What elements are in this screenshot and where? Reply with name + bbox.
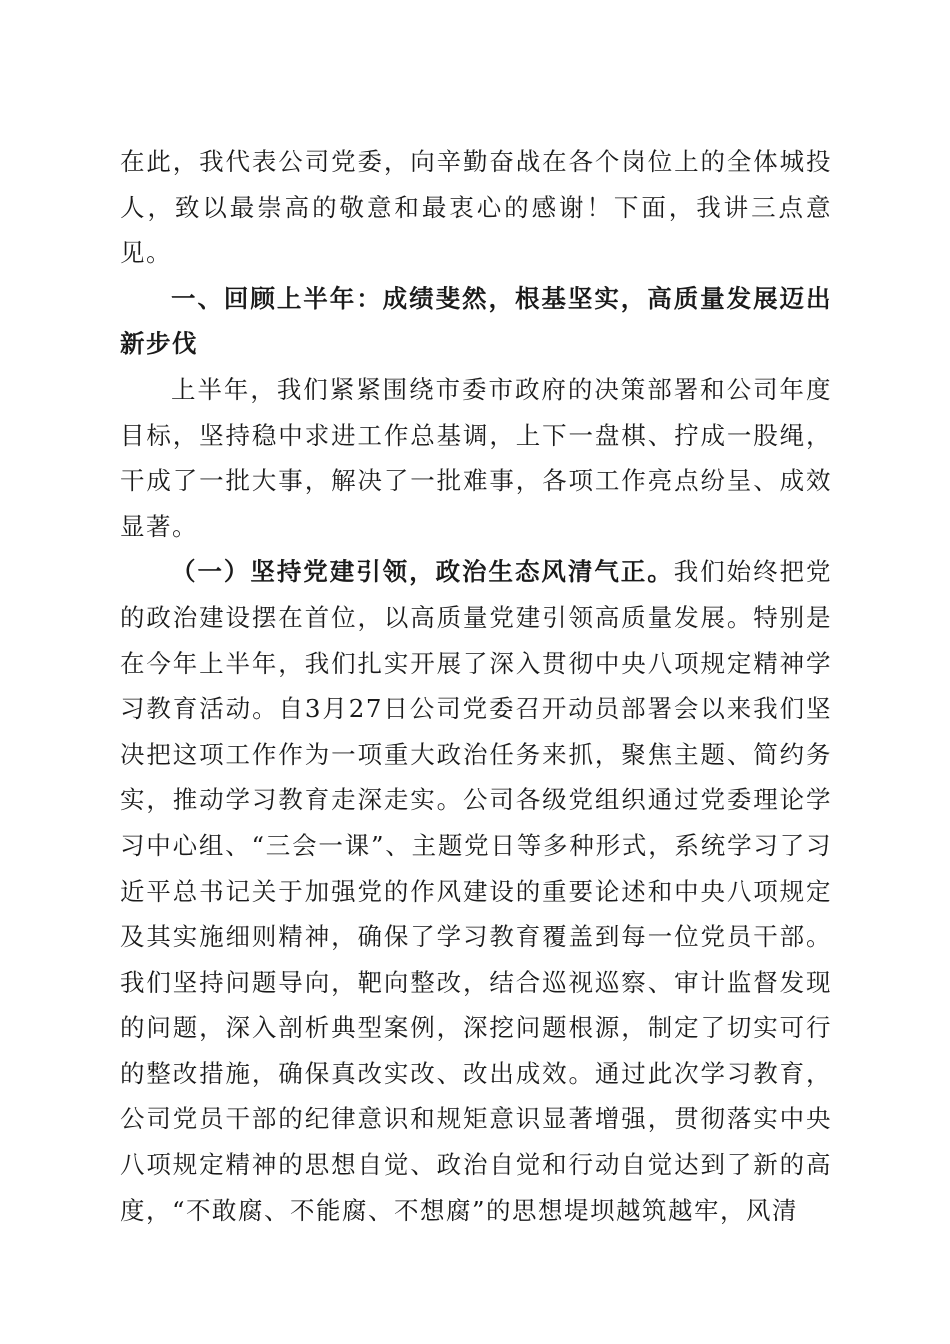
section-heading-1: 一、回顾上半年：成绩斐然，根基坚实，高质量发展迈出新步伐: [120, 283, 832, 359]
subsection-body-1: 我们始终把党的政治建设摆在首位，以高质量党建引领高质量发展。特别是在今年上半年，我们扎实开展了深入贯彻中央八项规定精神学习教育活动。自3月27日公司党委召开动员部署会以来我们坚决把这项工作作为一项重大政治任务来抓，聚焦主题、简约务实，推动学习教育走深走实。公司各级党组织通过党委理论学习中心组、“三会一课”、主题党日等多种形式，系统学习了习近平总书记关于加强党的作风建设的重要论述和中央八项规定及其实施细则精神，确保了学习教育覆盖到每一位党员干部。我们坚持问题导向，靶向整改，结合巡视巡察、审计监督发现的问题，深入剖析典型案例，深挖问题根源，制定了切实可行的整改措施，确保真改实改、改出成效。通过此次学习教育，公司党员干部的纪律意识和规矩意识显著增强，贯彻落实中央八项规定精神的思想自觉、政治自觉和行动自觉达到了新的高度，“不敢腐、不能腐、不想腐”的思想堤坝越筑越牢，风清: [120, 557, 833, 1225]
paragraph-subsection-1: [120, 549, 832, 1233]
paragraph-summary: 上半年，我们紧紧围绕市委市政府的决策部署和公司年度目标，坚持稳中求进工作总基调，上下一盘棋、拧成一股绳，干成了一批大事，解决了一批难事，各项工作亮点纷呈、成效显著。: [120, 374, 832, 541]
paragraph-opening: 在此，我代表公司党委，向辛勤奋战在各个岗位上的全体城投人，致以最崇高的敬意和最衷心的感谢！下面，我讲三点意见。: [120, 147, 832, 268]
subsection-title-1: （一）坚持党建引领，政治生态风清气正。: [171, 557, 674, 587]
document-body: [120, 139, 832, 1233]
